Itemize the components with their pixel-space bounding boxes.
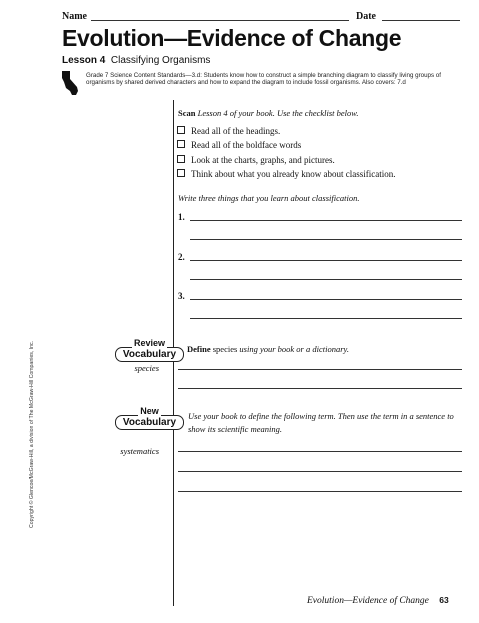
answer-number: 2. <box>178 252 185 262</box>
review-vocabulary-badge: Review Vocabulary <box>115 333 184 362</box>
scan-instruction <box>178 108 358 118</box>
sentence-line[interactable] <box>178 471 462 472</box>
new-vocab-term: systematics <box>120 446 159 456</box>
answer-line[interactable] <box>190 318 462 319</box>
answer-line[interactable] <box>190 239 462 240</box>
definition-line[interactable] <box>178 369 462 370</box>
new-vocab-instruction: Use your book to define the following term. Then use the term in a sentence to show its scientific meaning. <box>188 411 454 434</box>
checkbox[interactable] <box>177 140 185 148</box>
answer-line[interactable] <box>190 279 462 280</box>
definition-line[interactable] <box>178 388 462 389</box>
name-line[interactable] <box>91 20 349 21</box>
lesson-name: Classifying Organisms <box>110 55 211 66</box>
define-instruction: Define species using your book or a dictionary. <box>187 344 349 354</box>
california-state-icon <box>61 70 79 96</box>
checkbox[interactable] <box>177 169 185 177</box>
answer-line[interactable] <box>190 299 462 300</box>
date-line[interactable] <box>382 20 460 21</box>
answer-number: 3. <box>178 291 185 301</box>
content-standards: Grade 7 Science Content Standards—3.d: Students know how to construct a simple branching diagram to classify living groups of organisms by shared derived characters and how to expand the diagram to include fossil organisms. Also covers: 7.d <box>86 72 441 87</box>
answer-number: 1. <box>178 212 185 222</box>
answer-line[interactable] <box>190 260 462 261</box>
lesson-heading <box>62 55 210 66</box>
date-label: Date <box>356 11 376 22</box>
page-title: Evolution—Evidence of Change <box>62 25 402 51</box>
checklist-item[interactable]: Look at the charts, graphs, and pictures. <box>177 155 335 165</box>
scan-keyword: Scan <box>178 108 196 118</box>
checklist-item[interactable]: Read all of the headings. <box>177 126 280 136</box>
definition-line[interactable] <box>178 451 462 452</box>
name-label: Name <box>62 11 87 22</box>
sentence-line[interactable] <box>178 491 462 492</box>
review-term: species <box>134 363 159 373</box>
checklist-item[interactable]: Think about what you already know about classification. <box>177 169 395 179</box>
checkbox[interactable] <box>177 126 185 134</box>
new-vocabulary-badge: New Vocabulary <box>115 401 184 430</box>
answer-line[interactable] <box>190 220 462 221</box>
checklist-item[interactable]: Read all of the boldface words <box>177 140 301 150</box>
lesson-number: Lesson 4 <box>62 55 106 66</box>
copyright-notice: Copyright © Glencoe/McGraw-Hill, a division of The McGraw-Hill Companies, Inc. <box>29 340 35 528</box>
page-number: 63 <box>439 595 449 605</box>
page-footer <box>307 595 449 606</box>
write-prompt: Write three things that you learn about classification. <box>178 193 360 203</box>
checkbox[interactable] <box>177 155 185 163</box>
scan-text: Lesson 4 of your book. Use the checklist below. <box>197 108 359 118</box>
footer-title: Evolution—Evidence of Change <box>307 596 429 606</box>
